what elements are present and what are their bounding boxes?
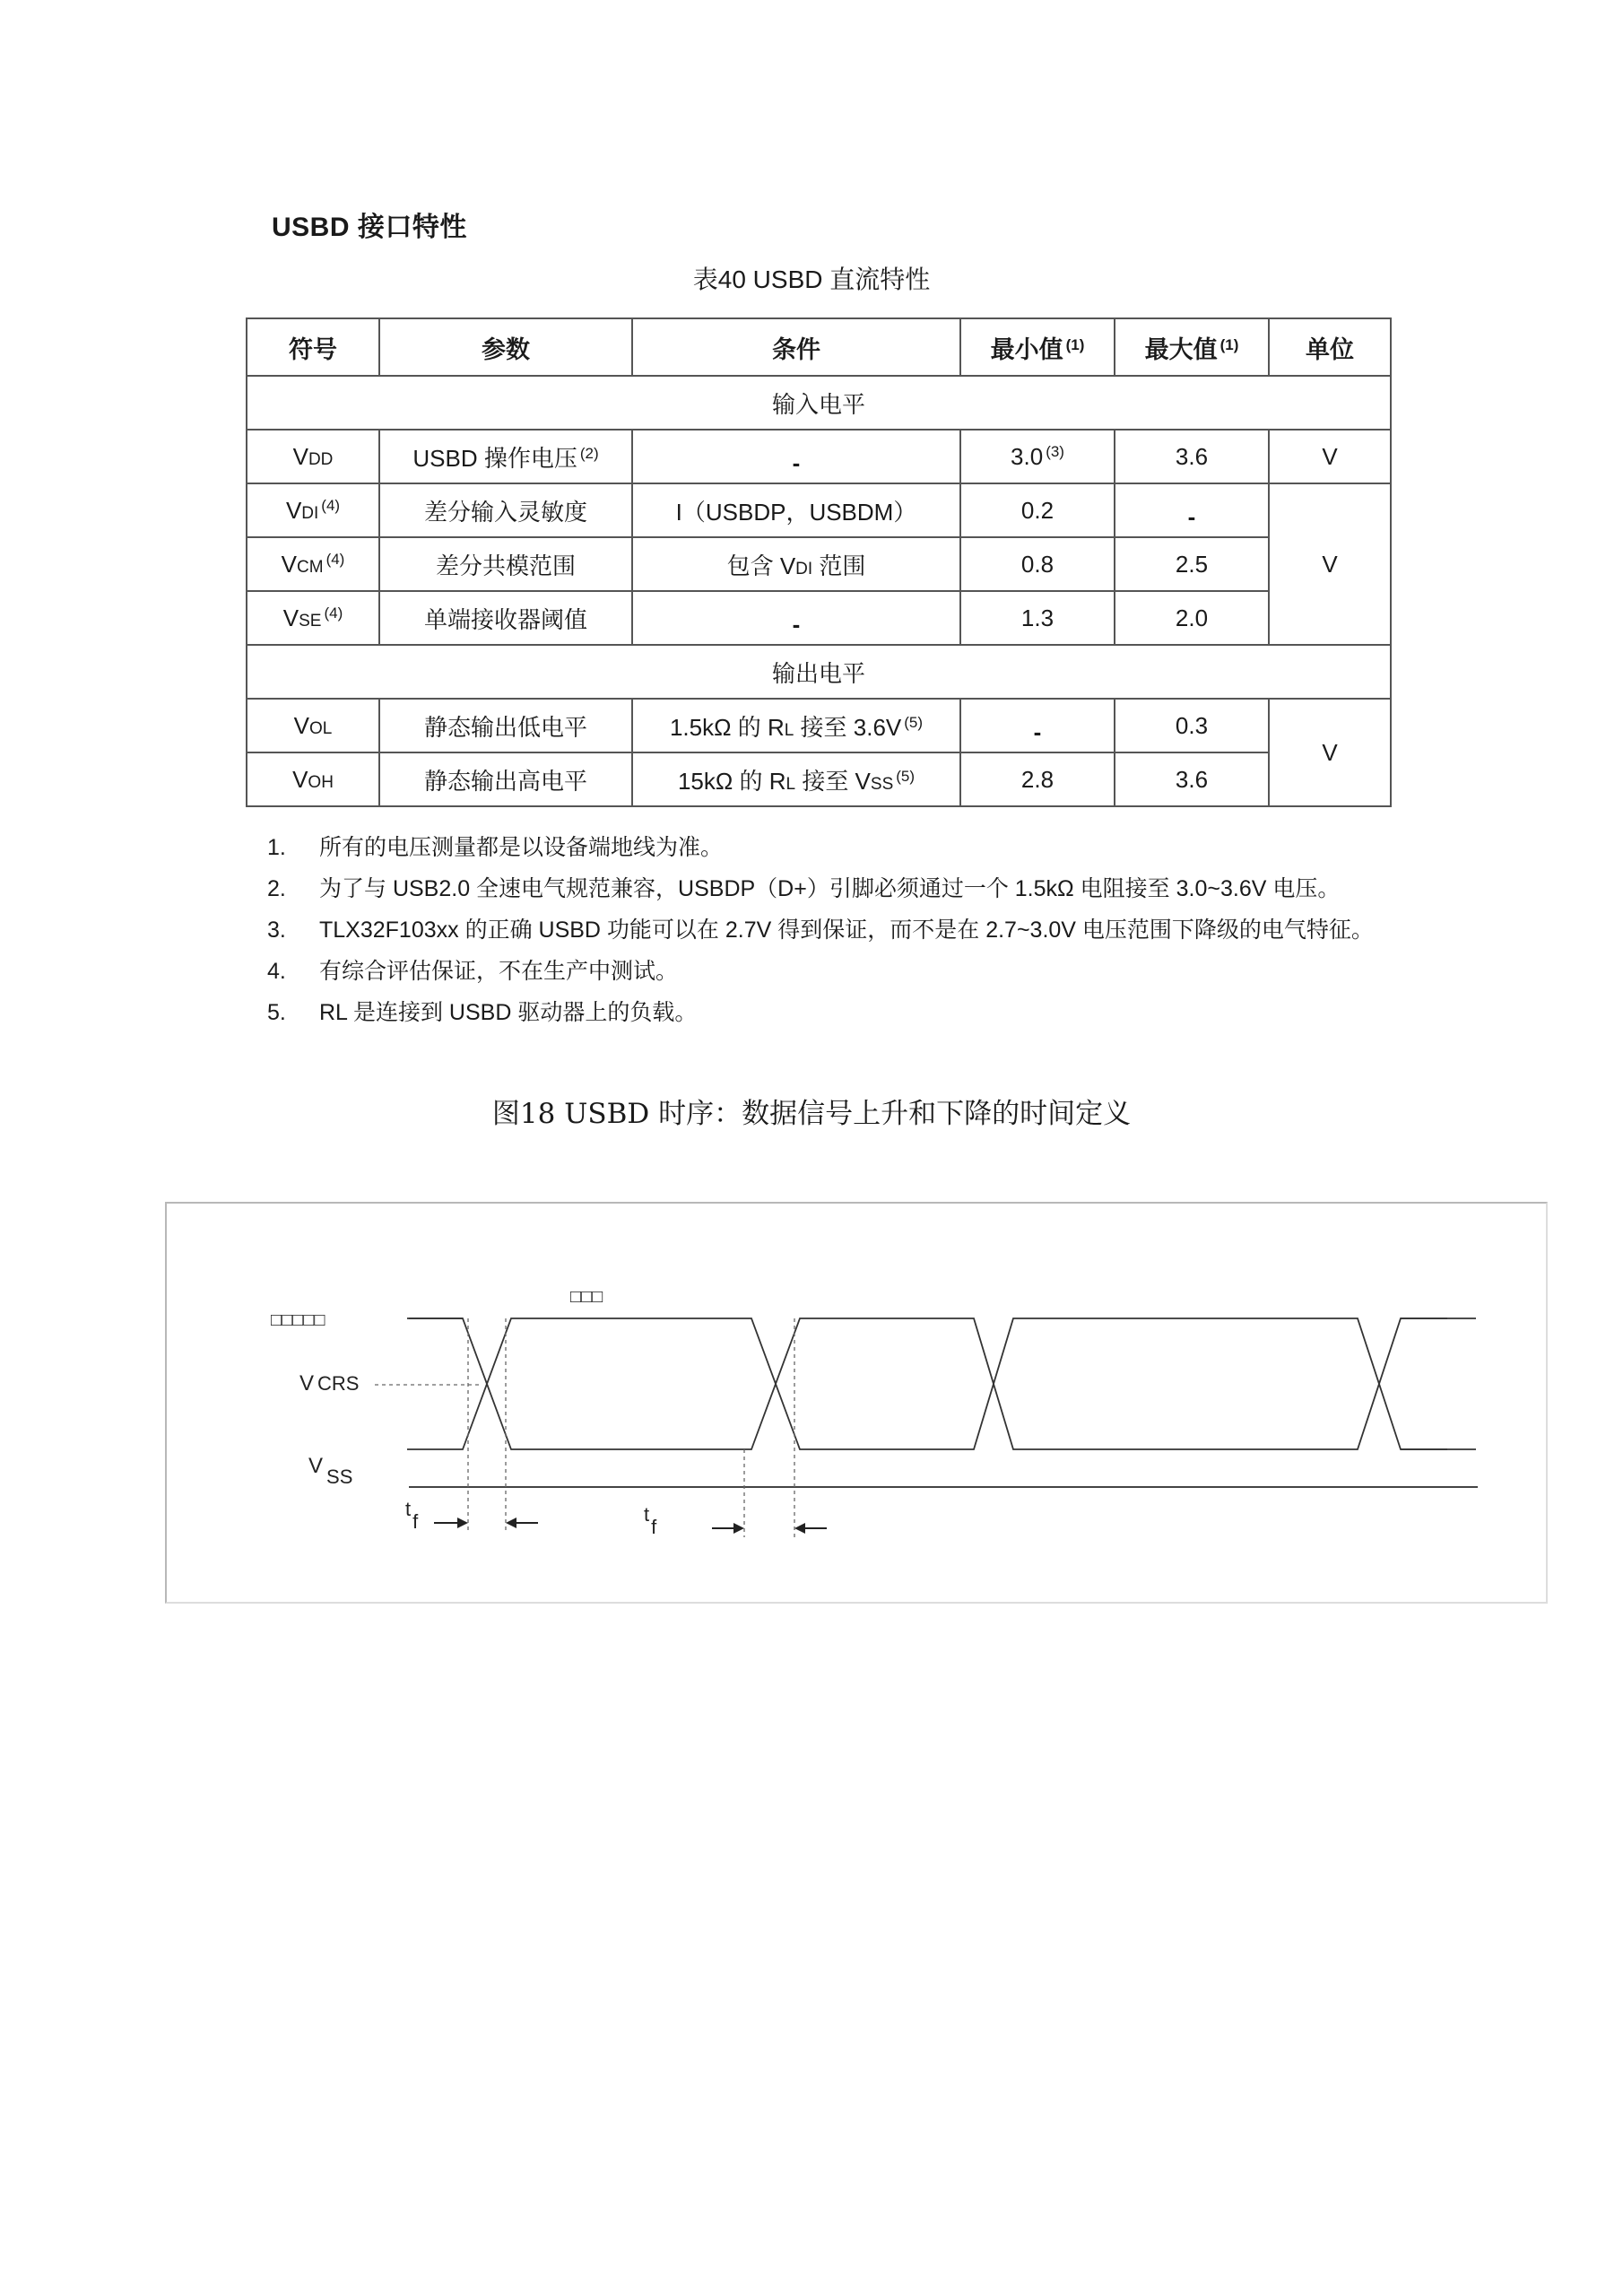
section-row-output (247, 645, 1391, 699)
table-row (247, 483, 1391, 537)
table-row (247, 699, 1391, 752)
cell-condition: - (632, 430, 960, 483)
section-input-label: 输入电平 (247, 376, 1391, 430)
waveform-high-trace (407, 1318, 1447, 1449)
cell-symbol: VSE $^{(4)}$ (247, 591, 379, 645)
note-item: 5. RL 是连接到 USBD 驱动器上的负载。 (267, 1000, 698, 1025)
cell-condition: I（USBDP，USBDM） (632, 483, 960, 537)
cell-unit: V (1269, 483, 1391, 645)
usbd-dc-table (246, 317, 1392, 807)
header-symbol: 符号 (247, 318, 379, 376)
cell-min: 0.8 (960, 537, 1115, 591)
cell-symbol: VOH (247, 752, 379, 806)
note-item: 1. 所有的电压测量都是以设备端地线为准。 (267, 835, 724, 860)
timing-diagram (165, 1202, 1548, 1604)
label-top-left: □□□□□ (271, 1310, 325, 1330)
waveform-low-trace (407, 1318, 1447, 1449)
tf-arrowhead-1-left (457, 1518, 468, 1528)
section-title: USBD 接口特性 (272, 213, 467, 242)
table-header-row (247, 318, 1391, 376)
cell-min: - (960, 699, 1115, 752)
cell-condition: 1.5kΩ 的 RL 接至 3.6V $^{(5)}$ (632, 699, 960, 752)
header-unit: 单位 (1269, 318, 1391, 376)
section-output-label: 输出电平 (247, 645, 1391, 699)
cell-symbol: VOL (247, 699, 379, 752)
label-top-mid: □□□ (570, 1287, 603, 1307)
cell-condition: 包含 VDI 范围 (632, 537, 960, 591)
table-notes (267, 832, 1451, 1039)
cell-param: 差分输入灵敏度 (379, 483, 632, 537)
cell-max: 2.5 (1115, 537, 1269, 591)
timing-diagram-svg (167, 1204, 1548, 1604)
table-row (247, 537, 1391, 591)
cell-param: 差分共模范围 (379, 537, 632, 591)
cell-param: USBD 操作电压 $^{(2)}$ (379, 430, 632, 483)
cell-max: 2.0 (1115, 591, 1269, 645)
cell-min: 0.2 (960, 483, 1115, 537)
cell-unit: V (1269, 699, 1391, 806)
header-condition: 条件 (632, 318, 960, 376)
figure-caption: 图18 USBD 时序：数据信号上升和下降的时间定义 (491, 1098, 1132, 1130)
header-max: 最大值 $^{(1)}$ (1115, 318, 1269, 376)
cell-max: 3.6 (1115, 752, 1269, 806)
note-item: 2. 为了与 USB2.0 全速电气规范兼容，USBDP（D+）引脚必须通过一个 1.5kΩ 电阻接至 3.0~3.6V 电压。 (267, 876, 1341, 901)
cell-min: 1.3 (960, 591, 1115, 645)
cell-symbol: VCM $^{(4)}$ (247, 537, 379, 591)
table-caption: 表40 USBD 直流特性 (692, 265, 931, 293)
tf-arrowhead-1-right (506, 1518, 516, 1528)
header-min: 最小值 $^{(1)}$ (960, 318, 1115, 376)
cell-max: 0.3 (1115, 699, 1269, 752)
tf-arrowhead-2-left (733, 1523, 744, 1534)
cell-param: 单端接收器阈值 (379, 591, 632, 645)
cell-condition: 15kΩ 的 RL 接至 VSS $^{(5)}$ (632, 752, 960, 806)
tf-arrowhead-2-right (794, 1523, 805, 1534)
cell-min: 3.0 $^{(3)}$ (960, 430, 1115, 483)
cell-symbol: VDD (247, 430, 379, 483)
table-row (247, 430, 1391, 483)
note-item: 3. TLX32F103xx 的正确 USBD 功能可以在 2.7V 得到保证，而不是在 2.7~3.0V 电压范围下降级的电气特征。 (267, 918, 1374, 943)
cell-param: 静态输出高电平 (379, 752, 632, 806)
cell-param: 静态输出低电平 (379, 699, 632, 752)
tf-label-2: tf (644, 1503, 657, 1538)
table-row (247, 752, 1391, 806)
vcrs-label: V CRS (299, 1371, 360, 1396)
cell-condition: - (632, 591, 960, 645)
vss-label: V SS (308, 1454, 353, 1488)
tf-label-1: tf (405, 1498, 419, 1533)
cell-min: 2.8 (960, 752, 1115, 806)
cell-unit: V (1269, 430, 1391, 483)
cell-max: - (1115, 483, 1269, 537)
header-param: 参数 (379, 318, 632, 376)
table-row (247, 591, 1391, 645)
cell-symbol: VDI $^{(4)}$ (247, 483, 379, 537)
cell-max: 3.6 (1115, 430, 1269, 483)
section-row-input (247, 376, 1391, 430)
note-item: 4. 有综合评估保证，不在生产中测试。 (267, 959, 679, 984)
